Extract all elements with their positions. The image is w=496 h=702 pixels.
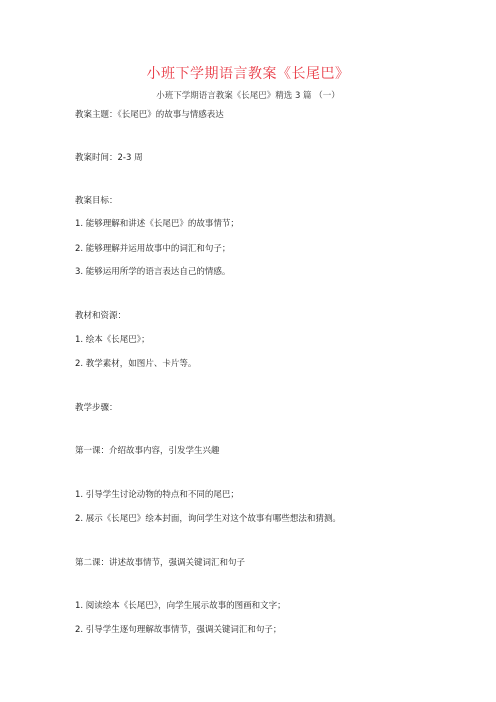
list-item-lesson1-1: 1. 引导学生讨论动物的特点和不同的尾巴； [75,490,239,500]
list-item-goal-2: 2. 能够理解并运用故事中的词汇和句子； [75,244,231,254]
section-heading-goals: 教案目标： [75,196,118,206]
list-item-lesson2-2: 2. 引导学生逐句理解故事情节，强调关键词汇和句子； [75,625,282,635]
document-title: 小班下学期语言教案《长尾巴》 [146,66,350,82]
list-item-goal-3: 3. 能够运用所学的语言表达自己的情感。 [75,267,231,277]
document-subtitle: 小班下学期语言教案《长尾巴》精选 3 篇 （一） [156,91,340,101]
paragraph-duration: 教案时间：2-3 周 [75,153,143,163]
lesson-heading-2: 第二课：讲述故事情节，强调关键词汇和句子 [75,558,246,568]
section-heading-materials: 教材和资源： [75,311,127,321]
lesson-heading-1: 第一课：介绍故事内容，引发学生兴趣 [75,446,220,456]
list-item-lesson2-1: 1. 阅读绘本《长尾巴》，向学生展示故事的图画和文字； [75,601,286,611]
list-item-lesson1-2: 2. 展示《长尾巴》绘本封面，询问学生对这个故事有哪些想法和猜测。 [75,514,341,524]
list-item-goal-1: 1. 能够理解和讲述《长尾巴》的故事情节； [75,219,239,229]
paragraph-theme: 教案主题：《长尾巴》的故事与情感表达 [75,110,224,120]
section-heading-steps: 教学步骤： [75,403,118,413]
list-item-material-1: 1. 绘本《长尾巴》； [75,335,150,345]
list-item-material-2: 2. 教学素材，如图片、卡片等。 [75,359,197,369]
